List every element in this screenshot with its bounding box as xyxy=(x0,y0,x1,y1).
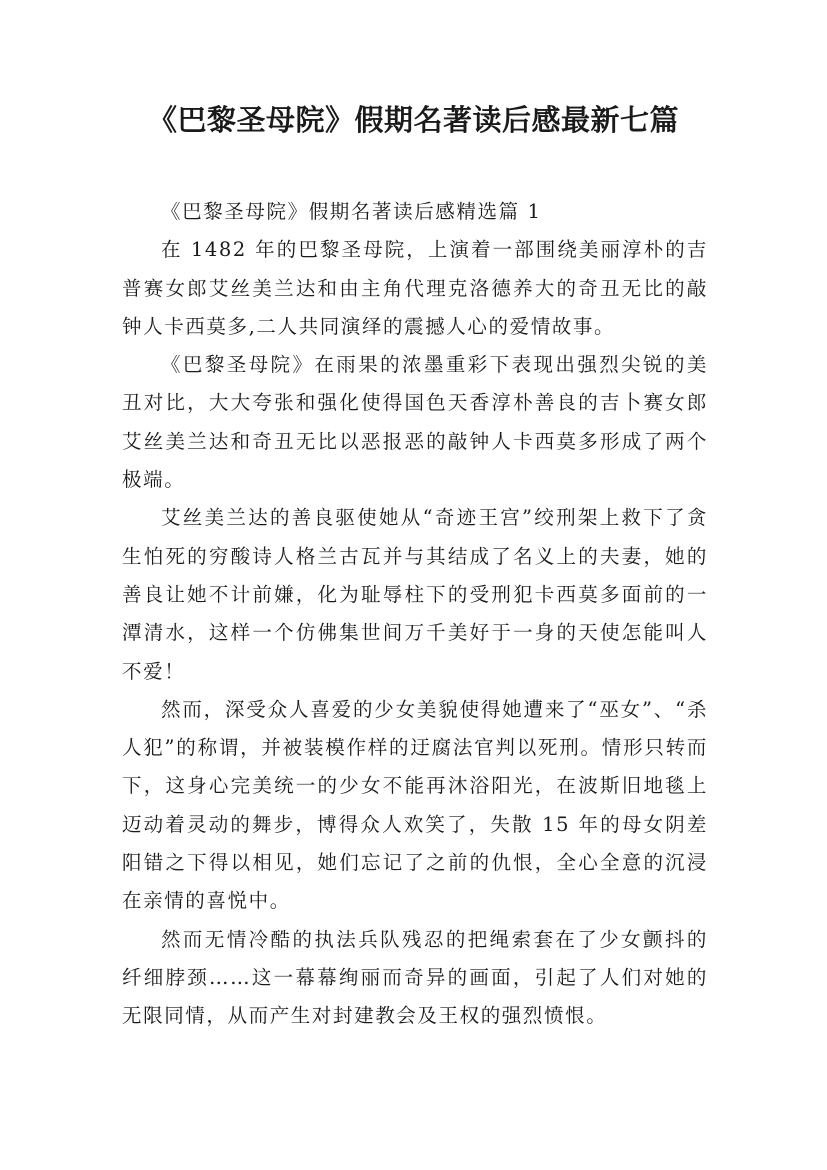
paragraph-1: 在 1482 年的巴黎圣母院，上演着一部围绕美丽淳朴的吉普赛女郎艾丝美兰达和由主角代理克洛德养大的奇丑无比的敲钟人卡西莫多,二人共同演绎的震撼人心的爱情故事。 xyxy=(122,238,708,338)
document-title: 《巴黎圣母院》假期名著读后感最新七篇 xyxy=(147,103,679,137)
document-body xyxy=(122,193,708,1036)
paragraph-4: 然而，深受众人喜爱的少女美貌使得她遭来了“巫女”、“杀人犯”的称谓，并被装模作样的迂腐法官判以死刑。情形只转而下，这身心完美统一的少女不能再沐浴阳光，在波斯旧地毯上迈动着灵动的舞步，博得众人欢笑了，失散 15 年的母女阴差阳错之下得以相见，她们忘记了之前的仇恨，全心全意的沉浸在亲情的喜悦中。 xyxy=(122,697,708,913)
paragraph-2: 《巴黎圣母院》在雨果的浓墨重彩下表现出强烈尖锐的美丑对比，大大夸张和强化使得国色天香淳朴善良的吉卜赛女郎艾丝美兰达和奇丑无比以恶报恶的敲钟人卡西莫多形成了两个极端。 xyxy=(122,353,708,492)
paragraph-3: 艾丝美兰达的善良驱使她从“奇迹王宫”绞刑架上救下了贪生怕死的穷酸诗人格兰古瓦并与其结成了名义上的夫妻，她的善良让她不计前嫌，化为耻辱柱下的受刑犯卡西莫多面前的一潭清水，这样一个仿佛集世间万千美好于一身的天使怎能叫人不爱！ xyxy=(122,506,708,683)
section-heading: 《巴黎圣母院》假期名著读后感精选篇 1 xyxy=(161,200,542,223)
paragraph-5: 然而无情冷酷的执法兵队残忍的把绳索套在了少女颤抖的纤细脖颈……这一幕幕绚丽而奇异的画面，引起了人们对她的无限同情，从而产生对封建教会及王权的强烈愤恨。 xyxy=(122,927,708,1028)
